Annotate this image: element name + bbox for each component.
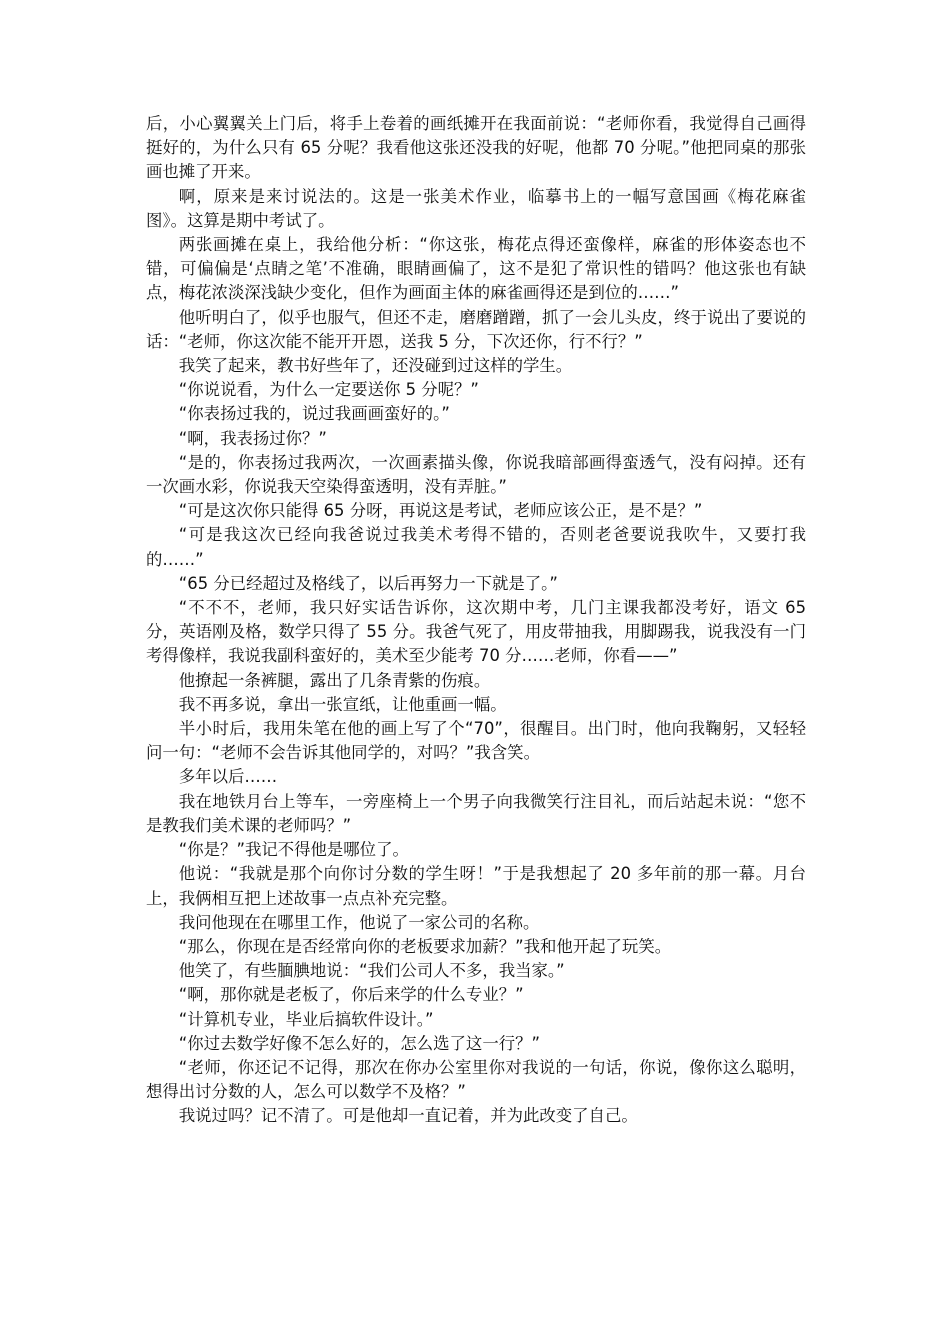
paragraph-4: 他听明白了，似乎也服气，但还不走，磨磨蹭蹭，抓了一会儿头皮，终于说出了要说的话：“老师，你这次能不能开开恩，送我 5 分，下次还你，行不行？” xyxy=(146,307,806,351)
paragraph-25: “计算机专业，毕业后搞软件设计。” xyxy=(178,1009,434,1029)
paragraph-20: 他说：“我就是那个向你讨分数的学生呀！”于是我想起了 20 多年前的那一幕。月台上，我俩相互把上述故事一点点补充完整。 xyxy=(146,864,806,908)
paragraph-12: “65 分已经超过及格线了，以后再努力一下就是了。” xyxy=(178,573,558,593)
paragraph-17: 多年以后…… xyxy=(178,767,278,787)
paragraph-23: 他笑了，有些腼腆地说：“我们公司人不多，我当家。” xyxy=(178,961,565,981)
paragraph-6: “你说说看，为什么一定要送你 5 分呢？” xyxy=(178,380,479,400)
paragraph-16: 半小时后，我用朱笔在他的画上写了个“70”，很醒目。出门时，他向我鞠躬，又轻轻问一句：“老师不会告诉其他同学的，对吗？”我含笑。 xyxy=(146,719,806,763)
paragraph-8: “啊，我表扬过你？” xyxy=(178,428,327,448)
paragraph-24: “啊，那你就是老板了，你后来学的什么专业？” xyxy=(178,985,524,1005)
paragraph-3: 两张画摊在桌上，我给他分析：“你这张，梅花点得还蛮像样，麻雀的形体姿态也不错，可偏偏是‘点睛之笔’不准确，眼睛画偏了，这不是犯了常识性的错吗？他这张也有缺点，梅花浓淡深浅缺少变化，但作为画面主体的麻雀画得还是到位的……” xyxy=(146,235,806,303)
paragraph-13: “不不不，老师，我只好实话告诉你，这次期中考，几门主课我都没考好，语文 65 分，英语刚及格，数学只得了 55 分。我爸气死了，用皮带抽我，用脚踢我，说我没有一门考得像样，我说我副科蛮好的，美术至少能考 70 分……老师，你看——” xyxy=(146,598,806,666)
paragraph-28: 我说过吗？记不清了。可是他却一直记着，并为此改变了自己。 xyxy=(178,1106,638,1126)
paragraph-5: 我笑了起来，教书好些年了，还没碰到过这样的学生。 xyxy=(178,356,573,376)
paragraph-7: “你表扬过我的，说过我画画蛮好的。” xyxy=(178,404,450,424)
document-page xyxy=(146,112,806,1129)
paragraph-15: 我不再多说，拿出一张宣纸，让他重画一幅。 xyxy=(178,694,507,714)
paragraph-11: “可是我这次已经向我爸说过我美术考得不错的，否则老爸要说我吹牛，又要打我的……” xyxy=(146,525,806,569)
paragraph-26: “你过去数学好像不怎么好的，怎么选了这一行？” xyxy=(178,1033,540,1053)
paragraph-22: “那么，你现在是否经常向你的老板要求加薪？”我和他开起了玩笑。 xyxy=(178,936,672,956)
paragraph-2: 啊，原来是来讨说法的。这是一张美术作业，临摹书上的一幅写意国画《梅花麻雀图》。这算是期中考试了。 xyxy=(146,186,806,230)
paragraph-14: 他撩起一条裤腿，露出了几条青紫的伤痕。 xyxy=(178,670,491,690)
paragraph-9: “是的，你表扬过我两次，一次画素描头像，你说我暗部画得蛮透气，没有闷掉。还有一次画水彩，你说我天空染得蛮透明，没有弄脏。” xyxy=(146,452,806,497)
paragraph-18: 我在地铁月台上等车，一旁座椅上一个男子向我微笑行注目礼，而后站起未说：“您不是教我们美术课的老师吗？” xyxy=(146,791,806,835)
paragraph-10: “可是这次你只能得 65 分呀，再说这是考试，老师应该公正，是不是？” xyxy=(178,501,703,521)
paragraph-27: “老师，你还记不记得，那次在你办公室里你对我说的一句话，你说，像你这么聪明，想得出讨分数的人，怎么可以数学不及格？” xyxy=(146,1057,806,1102)
paragraph-19: “你是？”我记不得他是哪位了。 xyxy=(178,840,409,860)
paragraph-1: 后，小心翼翼关上门后，将手上卷着的画纸摊开在我面前说：“老师你看，我觉得自己画得挺好的，为什么只有 65 分呢？我看他这张还没我的好呢，他都 70 分呢。”他把同桌的那张画也摊了开来。 xyxy=(146,114,806,182)
paragraph-21: 我问他现在在哪里工作，他说了一家公司的名称。 xyxy=(178,912,540,932)
